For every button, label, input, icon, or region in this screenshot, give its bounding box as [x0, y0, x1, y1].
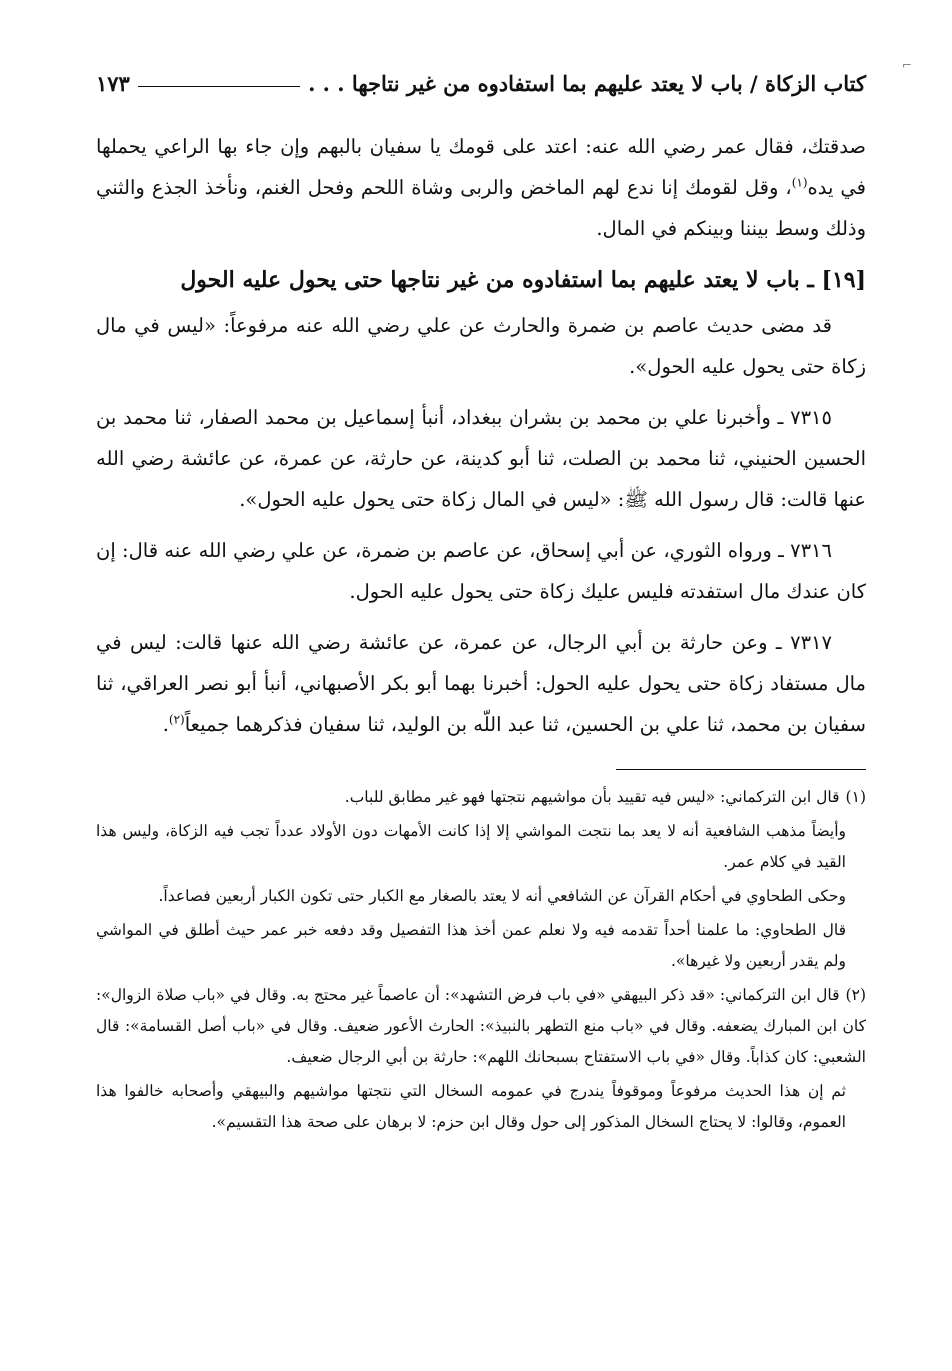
footnote-2: [96, 980, 866, 1073]
chapter-heading: [١٩] ـ باب لا يعتد عليهم بما استفادوه من غير نتاجها حتى يحول عليه الحول: [180, 267, 866, 293]
footnote-text: قال الطحاوي: ما علمنا أحداً تقدمه فيه ولا نعلم عمن أخذ هذا التفصيل وقد دفعه خبر عمر حيث أطلق في المواشي ولم يقدر أربعين ولا غيرها».: [96, 921, 846, 970]
paragraph-text: ٧٣١٥ ـ وأخبرنا علي بن محمد بن بشران ببغداد، أنبأ إسماعيل بن محمد الصفار، ثنا محمد بن الحسين الحنيني، ثنا محمد بن الصلت، ثنا أبو كدينة، عن حارثة، عن عمرة، عن عائشة رضي الله عنها قالت: قال رسول الله ﷺ: «ليس في المال زكاة حتى يحول عليه الحول».: [96, 406, 866, 511]
footnote-text: قال ابن التركماني: «ليس فيه تقييد بأن مواشيهم نتجتها فهو غير مطابق للباب.: [344, 788, 840, 806]
hadith-7317: [96, 622, 866, 745]
scan-corner-mark: ⌐: [901, 58, 912, 72]
paragraph-text: ٧٣١٦ ـ ورواه الثوري، عن أبي إسحاق، عن عاصم بن ضمرة، عن علي رضي الله عنه قال: إن كان عندك مال استفدته فليس عليك زكاة حتى يحول عليه الحول.: [96, 539, 866, 603]
paragraph-text: .: [162, 713, 169, 736]
footnote-text: ثم إن هذا الحديث مرفوعاً وموقوفاً يندرج في عمومه السخال التي نتجتها مواشيهم والبيهقي وأصحابه خالفوا هذا العموم، وقالوا: لا يحتاج السخال المذكور إلى حول وقال ابن حزم: لا برهان على صحة هذا التقسيم».: [96, 1082, 846, 1131]
book-page: [96, 52, 866, 1141]
footnote-reference: (٢): [168, 712, 185, 727]
footnote-number: (١): [845, 788, 866, 806]
footnote-separator: [616, 769, 866, 770]
running-title: كتاب الزكاة / باب لا يعتد عليهم بما استفادوه من غير نتاجها . . .: [308, 71, 866, 96]
paragraph-continuation: [96, 126, 866, 249]
footnote-text: وأيضاً مذهب الشافعية أنه لا يعد بما نتجت المواشي إلا إذا كانت الأمهات دون الأولاد عدداً تجب فيه الزكاة، وليس هذا القيد في كلام عمر.: [96, 822, 846, 871]
footnote-text: وحكى الطحاوي في أحكام القرآن عن الشافعي أنه لا يعتد بالصغار مع الكبار حتى تكون الكبار أربعين فصاعداً.: [158, 887, 846, 905]
paragraph-intro: [96, 305, 866, 387]
hadith-7316: [96, 530, 866, 612]
paragraph-text: صدقتك، فقال عمر رضي الله عنه: اعتد على قومك يا سفيان بالبهم وإن جاء بها الراعي يحملها في يده: [96, 135, 866, 199]
paragraph-text: ، وقل لقومك إنا ندع لهم الماخض والربى وشاة اللحم وفحل الغنم، ونأخذ الجذع والثني وذلك وسط بيننا وبينكم في المال.: [96, 176, 866, 240]
footnote-1: [96, 782, 866, 813]
footnotes: [96, 782, 866, 1138]
footnote-number: (٢): [845, 986, 866, 1004]
running-header: [96, 52, 866, 96]
footnote-reference: (١): [791, 175, 808, 190]
hadith-7315: [96, 397, 866, 520]
page-number: ١٧٣: [96, 71, 130, 96]
footnote-text: قال ابن التركماني: «قد ذكر البيهقي «في باب فرض التشهد»: أن عاصماً غير محتج به. وقال في «باب صلاة الزوال»: كان ابن المبارك يضعفه. وقال في «باب منع التطهر بالنبيذ»: الحارث الأعور ضعيف. وقال في «باب أصل القسامة»: قال الشعبي: كان كذاباً. وقال «في باب الاستفتاح بسبحانك اللهم»: حارثة بن أبي الرجال ضعيف.: [96, 986, 866, 1066]
paragraph-text: قد مضى حديث عاصم بن ضمرة والحارث عن علي رضي الله عنه مرفوعاً: «ليس في مال زكاة حتى يحول عليه الحول».: [96, 314, 866, 378]
paragraph-text: ٧٣١٧ ـ وعن حارثة بن أبي الرجال، عن عمرة، عن عائشة رضي الله عنها قالت: ليس في مال مستفاد زكاة حتى يحول عليه الحول: أخبرنا بهما أبو بكر الأصبهاني، أنبأ أبو نصر العراقي، ثنا سفيان بن محمد، ثنا علي بن الحسين، ثنا عبد اللّه بن الوليد، ثنا سفيان فذكرهما جميعاً: [96, 631, 866, 736]
header-leader-line: [138, 86, 300, 87]
